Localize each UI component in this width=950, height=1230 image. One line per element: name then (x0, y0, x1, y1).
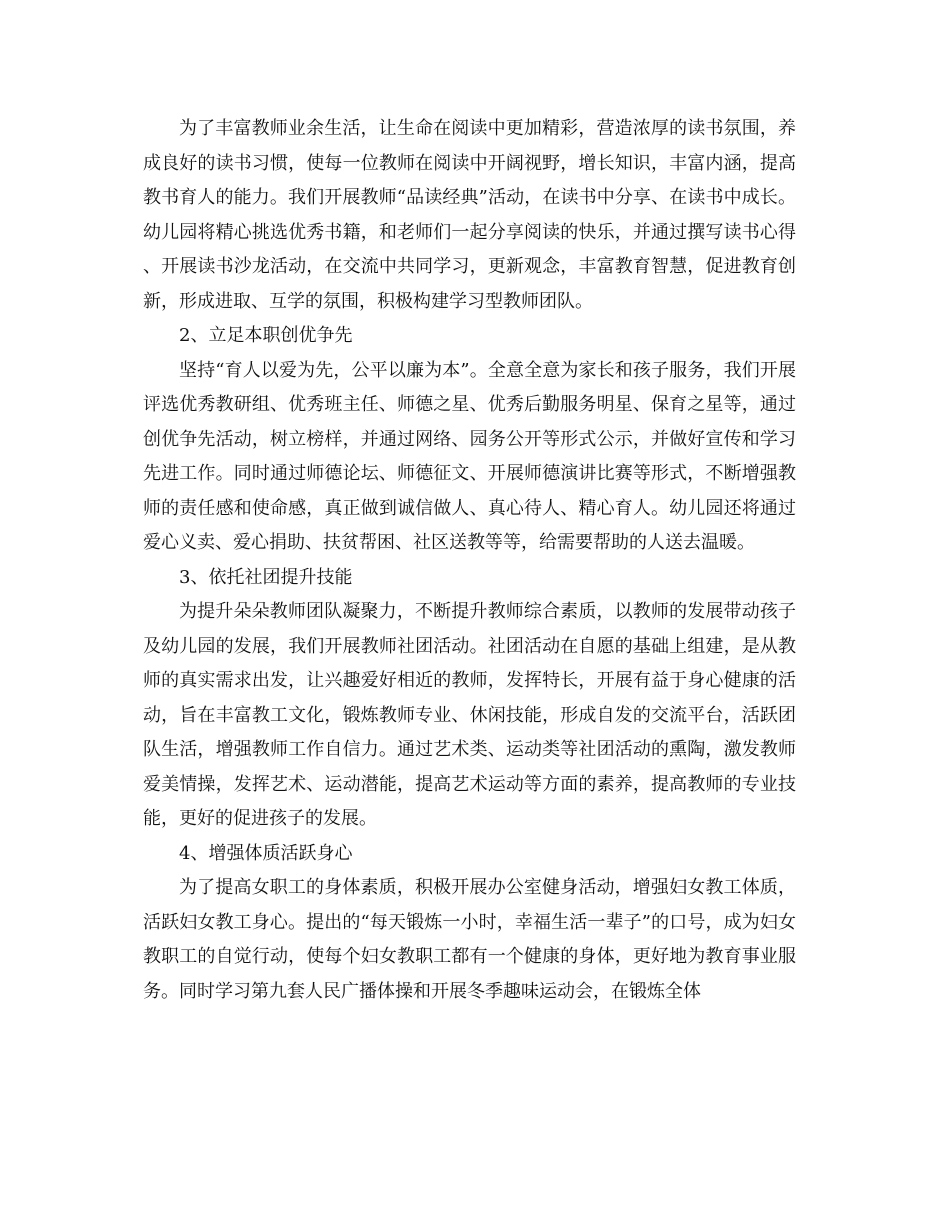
section-heading-2: 2、立足本职创优争先 (179, 325, 353, 346)
section-heading-4: 4、增强体质活跃身心 (179, 842, 353, 864)
paragraph-reading-activity: 为了丰富教师业余生活，让生命在阅读中更加精彩，营造浓厚的读书氛围，养成良好的读书习惯，使每一位教师在阅读中开阔视野，增长知识，丰富内涵，提高教书育人的能力。我们开展教师“品读经典”活动，在读书中分享、在读书中成长。幼儿园将精心挑选优秀书籍，和老师们一起分享阅读的快乐，并通过撰写读书心得、开展读书沙龙活动，在交流中共同学习，更新观念，丰富教育智慧，促进教育创新，形成进取、互学的氛围，积极构建学习型教师团队。 (143, 118, 796, 312)
paragraph-clubs: 为提升朵朵教师团队凝聚力，不断提升教师综合素质，以教师的发展带动孩子及幼儿园的发展，我们开展教师社团活动。社团活动在自愿的基础上组建，是从教师的真实需求出发，让兴趣爱好相近的教师，发挥特长，开展有益于身心健康的活动，旨在丰富教工文化，锻炼教师专业、休闲技能，形成自发的交流平台，活跃团队生活，增强教师工作自信力。通过艺术类、运动类等社团活动的熏陶，激发教师爱美情操，发挥艺术、运动潜能，提高艺术运动等方面的素养，提高教师的专业技能，更好的促进孩子的发展。 (143, 601, 796, 829)
paragraph-excellence: 坚持“育人以爱为先，公平以廉为本”。全意全意为家长和孩子服务，我们开展评选优秀教研组、优秀班主任、师德之星、优秀后勤服务明星、保育之星等，通过创优争先活动，树立榜样，并通过网络、园务公开等形式公示，并做好宣传和学习先进工作。同时通过师德论坛、师德征文、开展师德演讲比赛等形式，不断增强教师的责任感和使命感，真正做到诚信做人、真心待人、精心育人。幼儿园还将通过爱心义卖、爱心捐助、扶贫帮困、社区送教等等，给需要帮助的人送去温暖。 (143, 359, 796, 553)
section-heading-3: 3、依托社团提升技能 (179, 566, 353, 588)
document-body (143, 112, 796, 1009)
paragraph-fitness: 为了提高女职工的身体素质，积极开展办公室健身活动，增强妇女教工体质，活跃妇女教工身心。提出的“每天锻炼一小时，幸福生活一辈子”的口号，成为妇女教职工的自觉行动，使每个妇女教职工都有一个健康的身体，更好地为教育事业服务。同时学习第九套人民广播体操和开展冬季趣味运动会，在锻炼全体 (143, 877, 796, 1002)
